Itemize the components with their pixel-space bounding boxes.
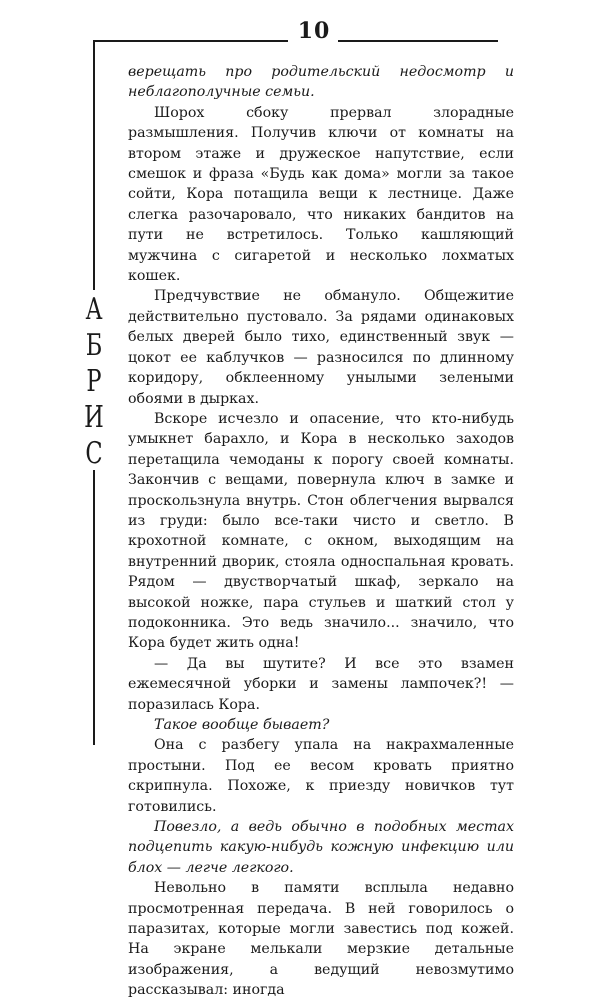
paragraph: верещать про родительский недосмотр и неблагополучные семьи. [128,64,514,101]
thought-paragraph: Повезло, а ведь обычно в подобных местах подцепить какую-нибудь кожную инфекцию или блох — легче легкого. [128,819,514,876]
thought-paragraph: Такое вообще бывает? [154,717,330,733]
paragraph: Шорох сбоку прервал злорадные размышления. Получив ключи от комнаты на втором этаже и дружеское напутствие, если смешок и фраза «Будь как дома» могли за такое сойти, Кора потащила вещи к лестнице. Даже слегка разочаровало, что никаких бандитов на пути не встретилось. Только кашляющий мужчина с сигаретой и несколько лохматых кошек. [128,104,514,285]
page-number: 10 [297,18,331,44]
running-title [66,292,122,472]
body-text [128,62,514,1001]
dialogue-paragraph: — Да вы шутите? И все это взамен ежемесячной уборки и замены лампочек?! — поразилась Кора. [128,655,514,713]
frame-top-line-left [93,40,288,42]
paragraph: Она с разбегу упала на накрахмаленные простыни. Под ее весом кровать приятно скрипнула. Похоже, к приезду новичков тут готовились. [128,737,514,815]
frame-left-line-bottom [93,470,95,745]
running-title-letter: Р [86,364,102,399]
running-title-letter: Б [85,328,103,363]
frame-left-line-top [93,40,95,290]
paragraph: Вскоре исчезло и опасение, что кто-нибудь умыкнет барахло, и Кора в несколько заходов перетащила чемоданы к порогу своей комнаты. Закончив с вещами, повернула ключ в замке и проскользнула внутрь. Стон облегчения вырвался из груди: было все-таки чисто и светло. В крохотной комнате, с окном, выходящим на внутренний дворик, стояла односпальная кровать. Рядом — двустворчатый шкаф, зеркало на высокой ножке, пара стульев и шаткий стол у подоконника. Это ведь значило... значило, что Кора будет жить одна! [128,410,514,652]
frame-top-line-right [338,40,498,42]
running-title-letter: С [85,436,103,471]
paragraph: Предчувствие не обмануло. Общежитие действительно пустовало. За рядами одинаковых белых дверей было тихо, единственный звук — цокот ее каблучков — разносился по длинному коридору, обклеенному унылыми зелеными обоями в дырках. [128,288,514,407]
paragraph: Невольно в памяти всплыла недавно просмотренная передача. В ней говорилось о паразитах, которые могли завестись под кожей. На экране мелькали мерзкие детальные изображения, а ведущий невозмутимо рассказывал: иногда [128,880,514,999]
running-title-letter: А [85,292,103,327]
running-title-letter: И [84,400,104,435]
